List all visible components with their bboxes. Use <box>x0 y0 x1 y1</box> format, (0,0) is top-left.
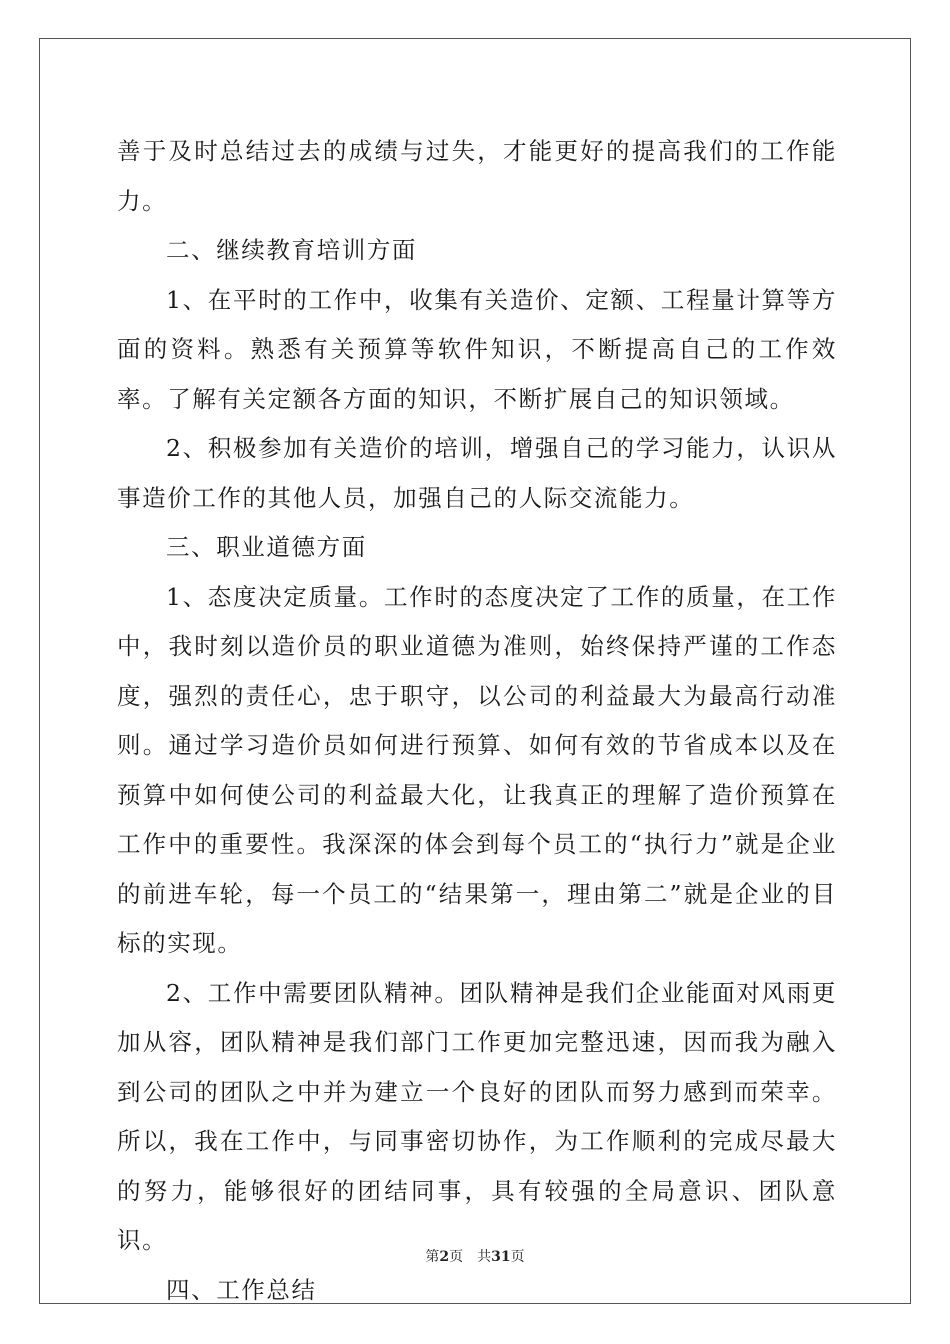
page-footer <box>0 1247 950 1267</box>
paragraph-1: 善于及时总结过去的成绩与过失，才能更好的提高我们的工作能力。 <box>117 137 837 215</box>
paragraph-3-1: 1、态度决定质量。工作时的态度决定了工作的质量，在工作中，我时刻以造价员的职业道德为准则，始终保持严谨的工作态度，强烈的责任心，忠于职守，以公司的利益最大为最高行动准则。通过学习造价员如何进行预算、如何有效的节省成本以及在预算中如何使公司的利益最大化，让我真正的理解了造价预算在工作中的重要性。我深深的体会到每个员工的“执行力”就是企业的前进车轮，每一个员工的“结果第一，理由第二”就是企业的目标的实现。 <box>117 582 837 957</box>
section-heading-3: 三、职业道德方面 <box>166 533 367 561</box>
total-suffix: 页 <box>510 1249 525 1265</box>
paragraph-2-1: 1、在平时的工作中，收集有关造价、定额、工程量计算等方面的资料。熟悉有关预算等软件知识，不断提高自己的工作效率。了解有关定额各方面的知识，不断扩展自己的知识领域。 <box>117 285 837 413</box>
total-pages: 31 <box>491 1249 511 1265</box>
page-number: 2 <box>439 1249 450 1265</box>
page-suffix: 页 <box>449 1249 464 1265</box>
page-prefix: 第 <box>425 1249 440 1265</box>
paragraph-3-2: 2、工作中需要团队精神。团队精神是我们企业能面对风雨更加从容，团队精神是我们部门工作更加完整迅速，因而我为融入到公司的团队之中并为建立一个良好的团队而努力感到而荣幸。所以，我在工作中，与同事密切协作，为工作顺利的完成尽最大的努力，能够很好的团结同事，具有较强的全局意识、团队意识。 <box>117 978 837 1254</box>
document-body <box>117 127 837 1315</box>
total-prefix: 共 <box>477 1249 492 1265</box>
section-heading-2: 二、继续教育培训方面 <box>166 236 417 264</box>
section-heading-4: 四、工作总结 <box>166 1275 317 1304</box>
paragraph-2-2: 2、积极参加有关造价的培训，增强自己的学习能力，认识从事造价工作的其他人员，加强自己的人际交流能力。 <box>117 434 837 512</box>
